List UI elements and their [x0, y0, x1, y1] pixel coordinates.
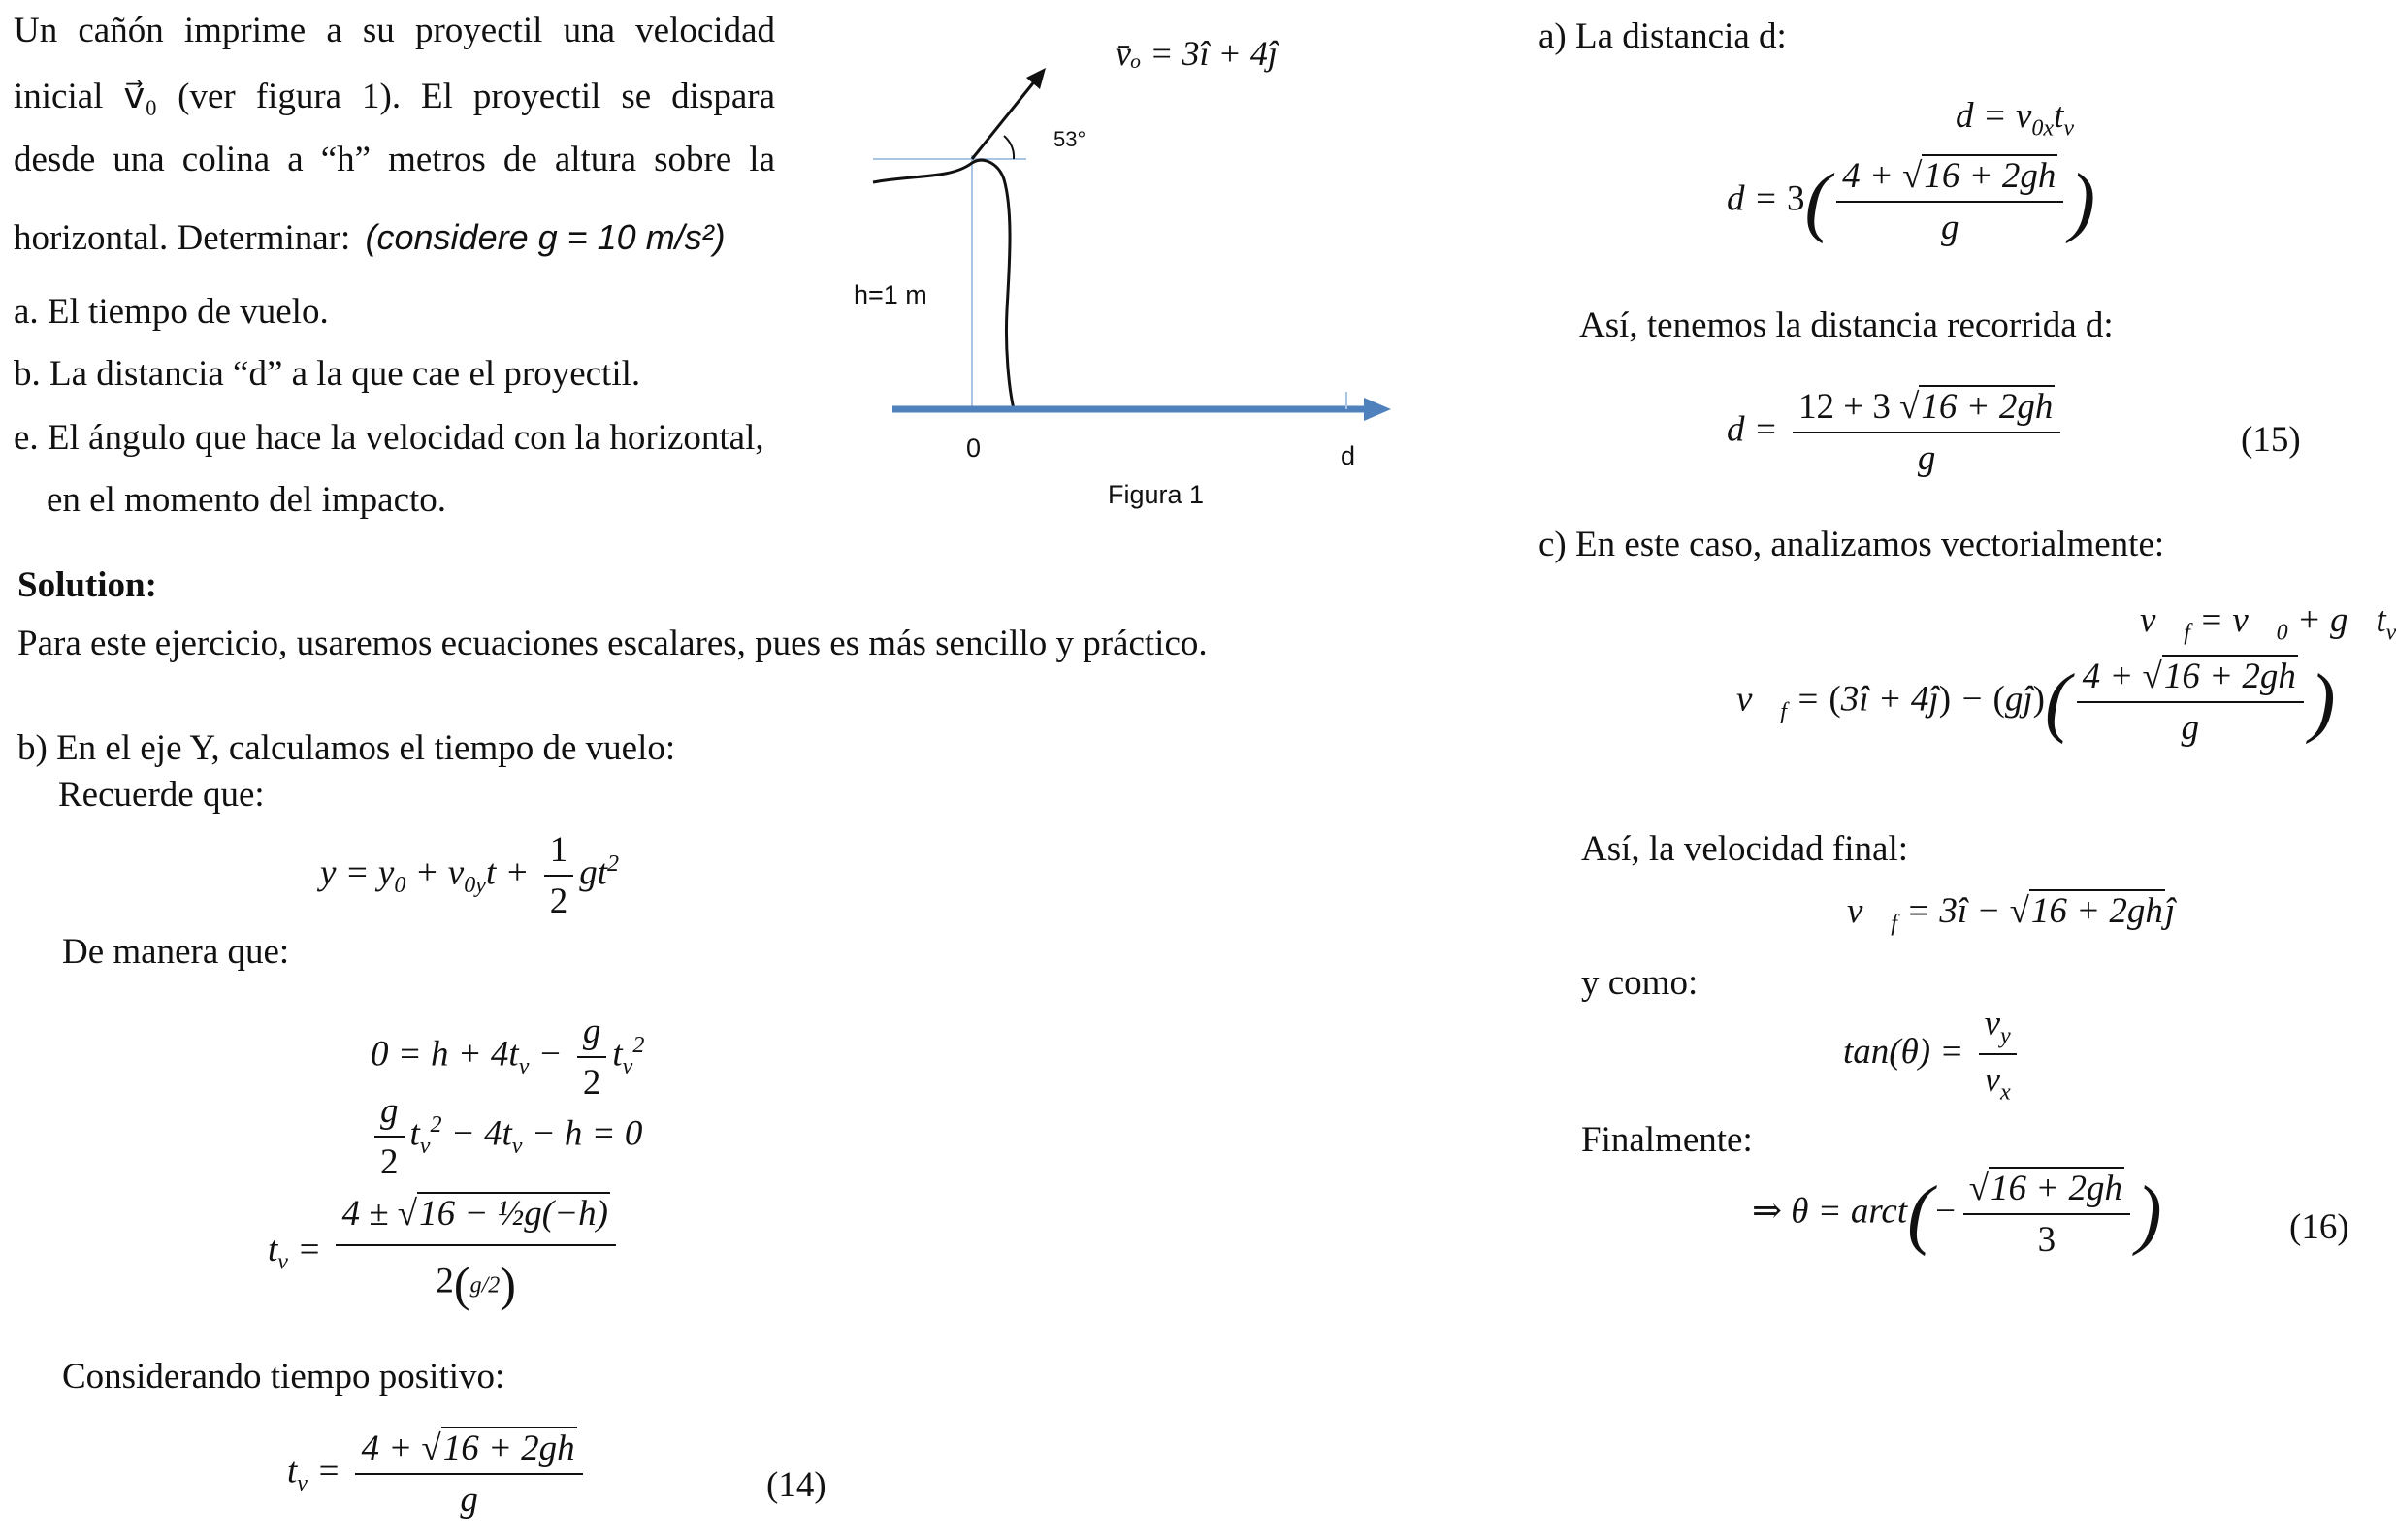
equation-time-quadratic: $t_v$ = $\frac{\text{4 ± √16 − ½g(−h)}}{2(g/2)}$ [268, 1193, 622, 1312]
height-label: h=1 m [854, 280, 927, 309]
part-a-heading: a) La distancia d: [1538, 16, 1787, 56]
de-manera-text: De manera que: [62, 932, 290, 972]
asi-distancia-text: Así, tenemos la distancia recorrida d: [1579, 305, 2114, 345]
asi-velocidad-text: Así, la velocidad final: [1581, 829, 1909, 869]
part-c-heading: c) En este caso, analizamos vectorialmente: [1538, 525, 2165, 564]
tangent-equation: tan(θ) = $\frac{v_y}{v_x}$ [1843, 1003, 2023, 1107]
problem-line-4 [14, 218, 726, 259]
equation-16-number: (16) [2289, 1207, 2349, 1247]
equation-time-1: $0 = h + 4t_v$ − $\frac{g}{2}$ $t_v^2$ [371, 1011, 645, 1103]
considerando-text: Considerando tiempo positivo: [62, 1357, 505, 1396]
velocity-vector [972, 80, 1036, 159]
final-velocity-equation: $v⃗_f$ = 3î − √16 + 2ghĵ [1847, 891, 2176, 937]
velocity-vector-equation: $v⃗_f$ = $v⃗_0$ + $g⃗t_v$ [2140, 600, 2396, 646]
problem-line-1: Un cañón imprime a su proyectil una velocidad [14, 11, 775, 50]
problem-line-3: desde una colina a “h” metros de altura sobre la [14, 140, 775, 179]
finalmente-text: Finalmente: [1581, 1120, 1753, 1160]
angle-label: 53° [1053, 127, 1086, 151]
solution-heading: Solution: [17, 565, 157, 605]
ground-axis-arrowhead [1364, 398, 1391, 421]
equation-15: d = $\frac{12 + 3 √16 + 2gh}{g}$ [1727, 386, 2066, 479]
figure-1 [854, 19, 1397, 524]
equation-time-2: $\frac{g}{2}$ $t_v^2 - 4t_v - h = 0$ [369, 1090, 642, 1183]
velocity-label: v̄ₒ = 3î + 4ĵ [1116, 34, 1278, 73]
distance-equation-1: $d = v_{0x}t_v$ [1956, 96, 2075, 142]
projectile-diagram [854, 19, 1397, 524]
kinematic-equation: $y = y_0 + v_{0y}t$ + $\frac{1}{2}$ $gt^2$ [320, 830, 619, 921]
velocity-vector-expanded: $v⃗_f$ = (3î + 4ĵ) − (gĵ)( $\frac{4 + √16 + 2gh}{g}$ ) [1736, 657, 2336, 748]
angle-arc [1004, 136, 1014, 159]
item-e-continued: en el momento del impacto. [47, 480, 447, 520]
figure-caption: Figura 1 [1108, 480, 1205, 509]
origin-label: 0 [966, 433, 982, 463]
gravity-note: (considere g = 10 m/s²) [365, 217, 726, 257]
item-e: e. El ángulo que hace la velocidad con la horizontal, [14, 418, 764, 458]
item-b: b. La distancia “d” a la que cae el proyectil. [14, 354, 641, 394]
part-b-heading: b) En el eje Y, calculamos el tiempo de vuelo: [17, 728, 676, 768]
equation-15-number: (15) [2241, 420, 2301, 460]
y-como-text: y como: [1581, 963, 1699, 1003]
equation-14: $t_v$ = $\frac{4 + √16 + 2gh}{g}$ [287, 1428, 589, 1521]
d-label: d [1341, 441, 1356, 470]
equation-14-number: (14) [766, 1465, 826, 1505]
equation-16: ⇒ θ = arct(− $\frac{√16 + 2gh}{3}$ ) [1752, 1169, 2162, 1260]
recuerde-text: Recuerde que: [58, 775, 265, 815]
problem-line-4-prefix: horizontal. Determinar: [14, 218, 351, 258]
solution-intro: Para este ejercicio, usaremos ecuaciones escalares, pues es más sencillo y práctico. [17, 624, 1208, 663]
item-a: a. El tiempo de vuelo. [14, 292, 329, 332]
distance-equation-2: d = 3( $\frac{4 + √16 + 2gh}{g}$ ) [1727, 156, 2095, 247]
problem-line-2: inicial v⃗₀ (ver figura 1). El proyectil se dispara [14, 77, 775, 116]
